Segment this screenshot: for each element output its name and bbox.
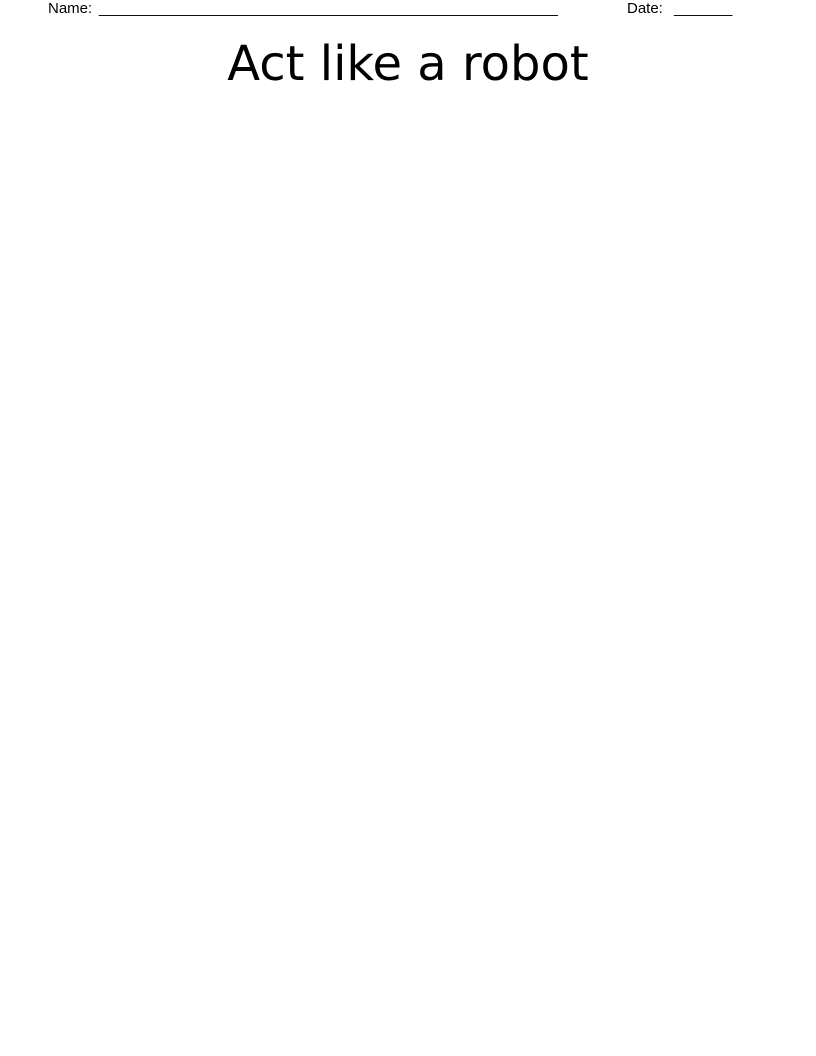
date-blank-line[interactable]: _______ — [674, 0, 733, 17]
puzzle-title: Act like a robot — [227, 36, 589, 92]
date-label: Date: — [627, 0, 663, 17]
name-blank-line[interactable]: _______________________________________________________ — [99, 0, 558, 17]
header-line — [0, 0, 816, 20]
name-label: Name: — [48, 0, 93, 17]
